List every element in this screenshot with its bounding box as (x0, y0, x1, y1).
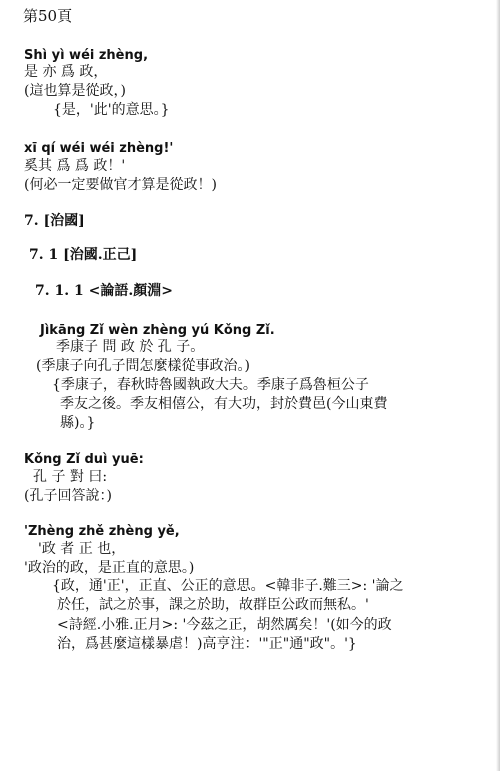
page-edge-shadow (496, 0, 500, 771)
section-heading: 7. [治國] (24, 213, 85, 229)
subsection-heading: 7. 1 [治國.正己] (29, 247, 138, 263)
subsubsection-heading: 7. 1. 1 <論語.顏淵> (35, 283, 173, 299)
note-line: 於任，試之於事，課之於助，故群臣公政而無私。' (57, 597, 369, 613)
chinese-line: '政 者 正 也， (38, 541, 126, 557)
chinese-line: 孔 子 對 曰: (33, 469, 108, 485)
note-line: {季康子，春秋時魯國執政大夫。季康子爲魯桓公子 (52, 377, 369, 393)
chinese-line: 季康子 問 政 於 孔 子。 (56, 339, 205, 355)
pinyin-line: Jìkāng Zǐ wèn zhèng yú Kǒng Zǐ. (40, 323, 275, 338)
note-line: 治，爲甚麼這樣暴虐！)高亨注：'"正"通"政"。'} (57, 636, 357, 652)
note-line: {是，'此'的意思。} (53, 102, 170, 118)
translation-line: (孔子回答說：) (24, 488, 112, 504)
translation-line: '政治的政，是正直的意思。) (24, 560, 195, 576)
note-line: <詩經.小雅.正月>: '今茲之正，胡然厲矣！'(如今的政 (57, 617, 392, 633)
pinyin-line: Shì yì wéi zhèng, (24, 48, 149, 63)
pinyin-line: xī qí wéi wéi zhèng!' (24, 141, 174, 156)
note-line: {政，通'正'，正直、公正的意思。<韓非子.難三>: '論之 (52, 578, 404, 594)
translation-line: (季康子向孔子問怎麼樣從事政治。) (36, 358, 250, 374)
translation-line: (何必一定要做官才算是從政！) (24, 177, 217, 193)
translation-line: (這也算是從政，) (24, 83, 126, 99)
page-number: 第50頁 (23, 7, 73, 25)
chinese-line: 是 亦 爲 政， (24, 64, 108, 80)
chinese-line: 奚其 爲 爲 政！' (24, 158, 126, 174)
note-line: 縣)。} (60, 415, 96, 431)
note-line: 季友之後。季友相僖公，有大功，封於費邑(今山東費 (60, 396, 388, 412)
pinyin-line: Kǒng Zǐ duì yuē: (24, 452, 144, 467)
pinyin-line: 'Zhèng zhě zhèng yě, (24, 524, 180, 539)
